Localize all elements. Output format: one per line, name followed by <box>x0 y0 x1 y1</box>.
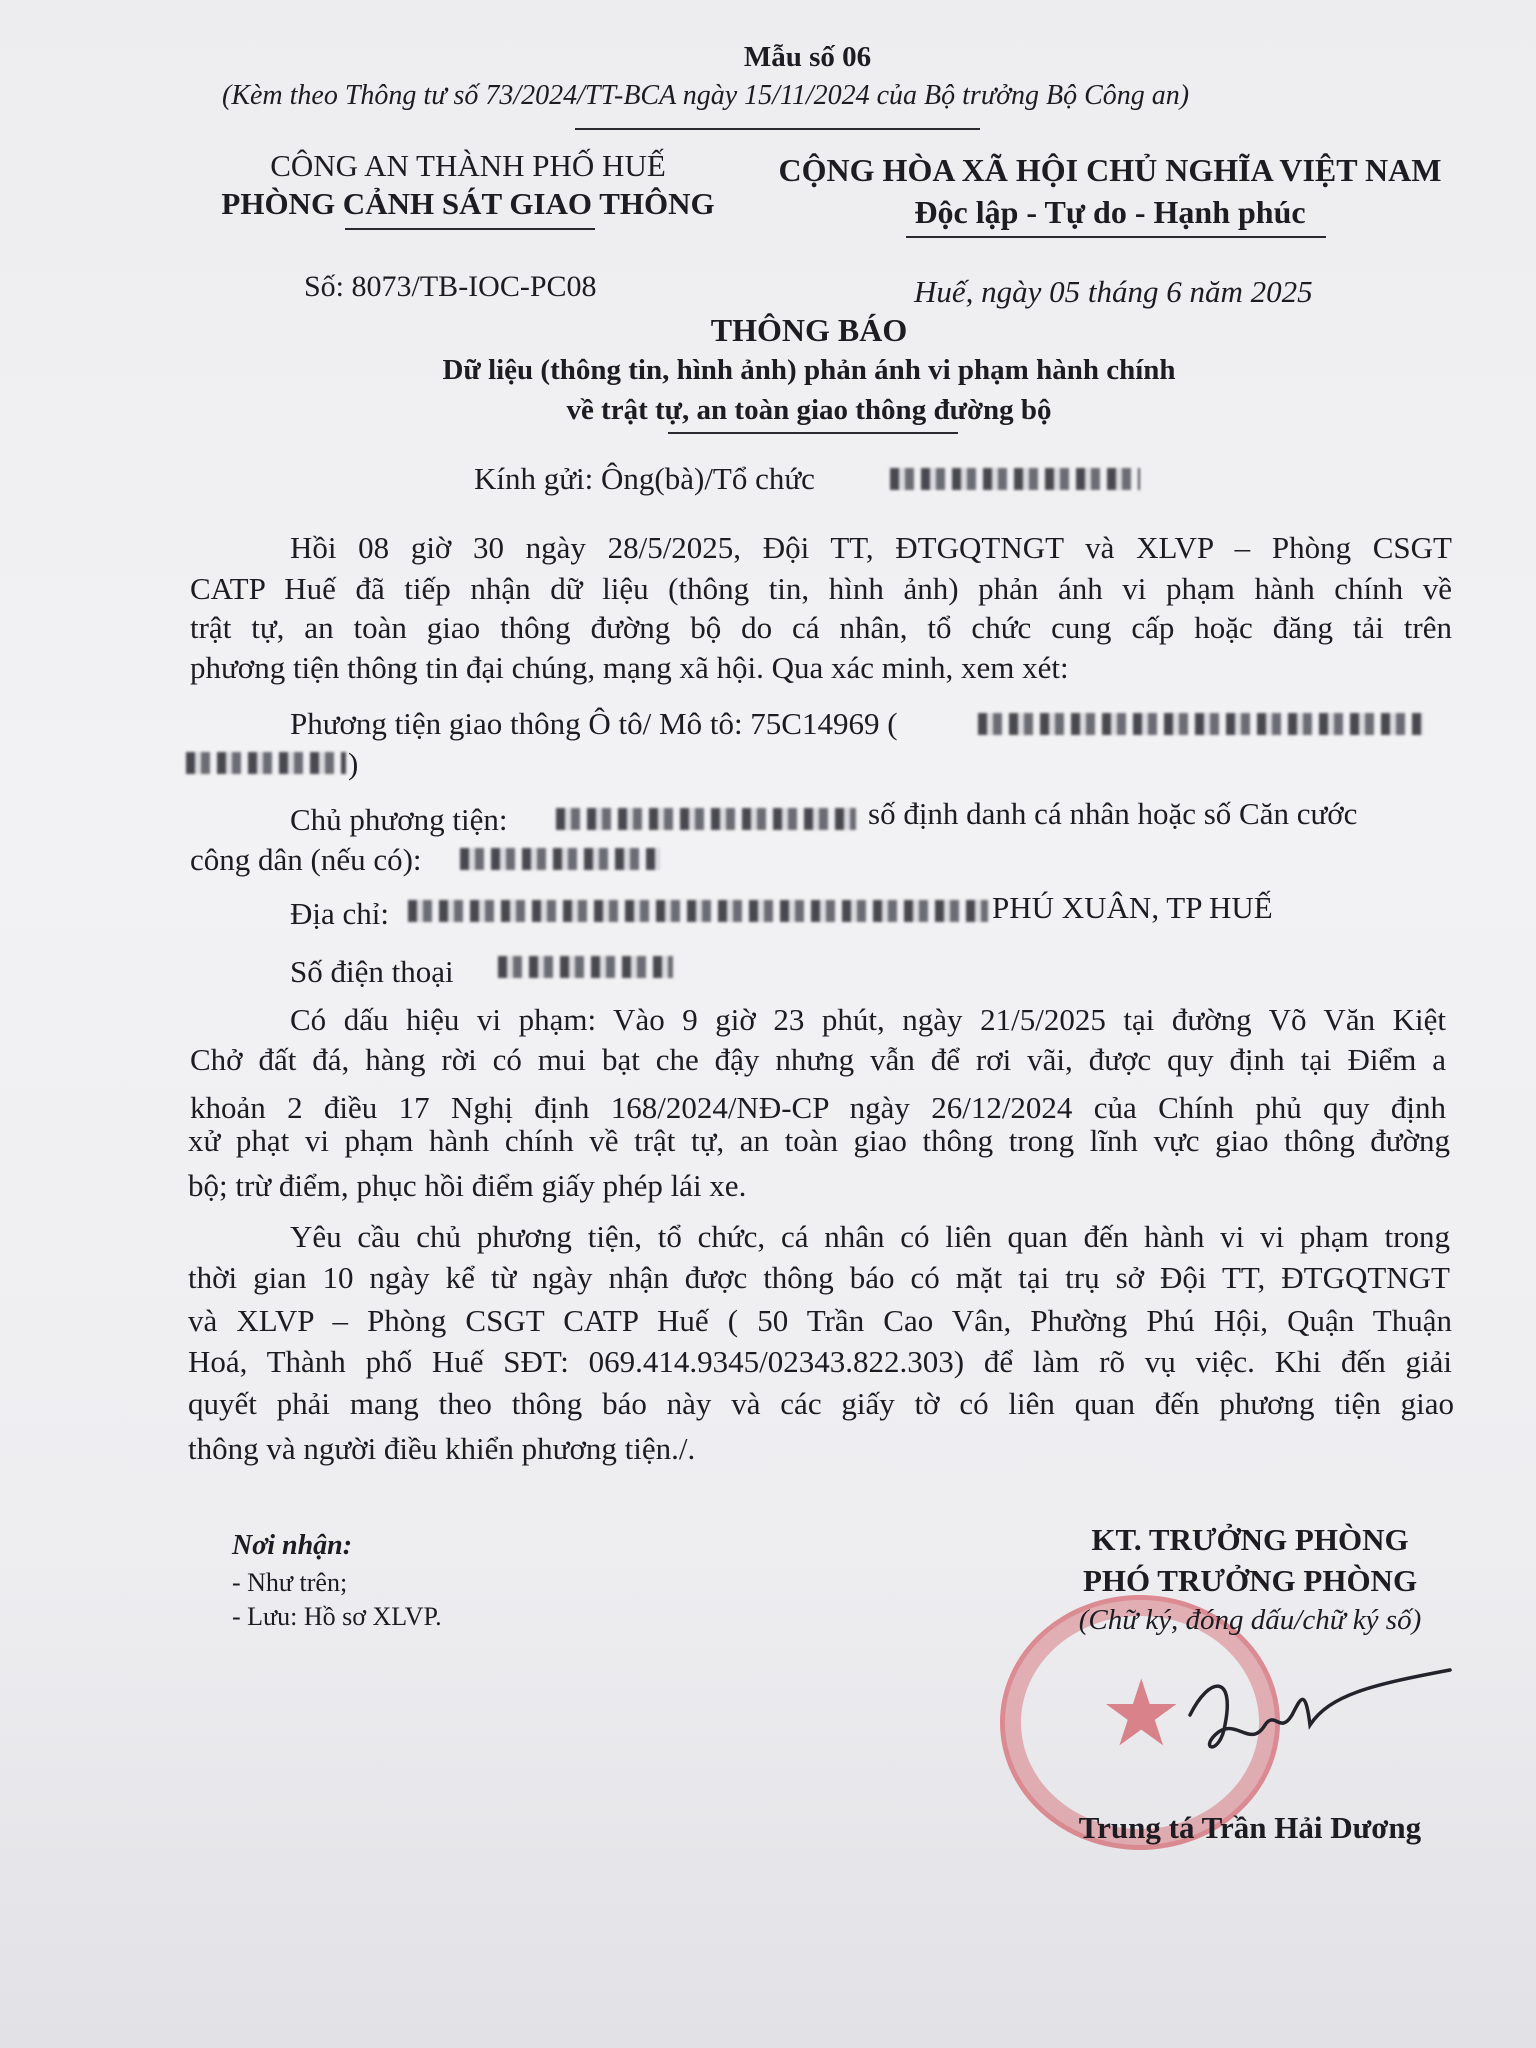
national-motto: Độc lập - Tự do - Hạnh phúc <box>914 194 1306 230</box>
paragraph-2-line-2: Chở đất đá, hàng rời có mui bạt che đậy nhưng vẫn để rơi vãi, được quy định tại Điểm a <box>190 1042 1446 1077</box>
paragraph-3-line-3: và XLVP – Phòng CSGT CATP Huế ( 50 Trần Cao Vân, Phường Phú Hội, Quận Thuận <box>188 1303 1452 1338</box>
document-subtitle-line-1: Dữ liệu (thông tin, hình ảnh) phản ánh vi phạm hành chính <box>442 354 1176 386</box>
subtitle-underline <box>668 432 958 434</box>
address-tail: PHÚ XUÂN, TP HUẾ <box>992 890 1273 925</box>
paragraph-1-line-2: CATP Huế đã tiếp nhận dữ liệu (thông tin, hình ảnh) phản ánh vi phạm hành chính về <box>190 571 1452 606</box>
agency-underline <box>345 228 595 230</box>
redacted-recipient <box>890 468 1140 490</box>
vehicle-label: Phương tiện giao thông Ô tô/ Mô tô: 75C14969 ( <box>290 706 898 741</box>
paragraph-3-line-5: quyết phải mang theo thông báo này và các giấy tờ có liên quan đến phương tiện giao <box>188 1386 1454 1421</box>
document-title: THÔNG BÁO <box>710 312 908 348</box>
form-number: Mẫu số 06 <box>743 41 872 73</box>
paragraph-2-line-3: khoản 2 điều 17 Nghị định 168/2024/NĐ-CP ngày 26/12/2024 của Chính phủ quy định <box>190 1090 1446 1125</box>
signer-title-1: KT. TRƯỞNG PHÒNG <box>1091 1522 1409 1557</box>
address-label: Địa chỉ: <box>290 896 389 931</box>
form-reference: (Kèm theo Thông tư số 73/2024/TT-BCA ngày 15/11/2024 của Bộ trưởng Bộ Công an) <box>222 80 1190 111</box>
motto-underline <box>906 236 1326 238</box>
signer-name: Trung tá Trần Hải Dương <box>1078 1810 1422 1845</box>
signer-title-2: PHÓ TRƯỞNG PHÒNG <box>1082 1563 1418 1598</box>
agency-name: PHÒNG CẢNH SÁT GIAO THÔNG <box>221 186 715 221</box>
redacted-vehicle-info-2 <box>186 752 346 774</box>
place-date: Huế, ngày 05 tháng 6 năm 2025 <box>914 274 1313 309</box>
paragraph-1-line-1: Hồi 08 giờ 30 ngày 28/5/2025, Đội TT, ĐTGQTNGT và XLVP – Phòng CSGT <box>290 530 1452 565</box>
owner-id-label: số định danh cá nhân hoặc số Căn cước <box>868 796 1358 831</box>
star-icon: ★ <box>1100 1663 1183 1765</box>
recipients-title: Nơi nhận: <box>232 1530 353 1561</box>
paragraph-2-line-4: xử phạt vi phạm hành chính về trật tự, an toàn giao thông trong lĩnh vực giao thông đường <box>188 1123 1450 1158</box>
redacted-vehicle-info <box>978 713 1423 735</box>
paragraph-1-line-4: phương tiện thông tin đại chúng, mạng xã hội. Qua xác minh, xem xét: <box>190 650 1069 685</box>
owner-label: Chủ phương tiện: <box>290 802 508 837</box>
document-number: Số: 8073/TB-IOC-PC08 <box>304 270 597 303</box>
redacted-owner-id <box>460 848 660 870</box>
redacted-owner-name <box>556 808 856 830</box>
paragraph-2-line-5: bộ; trừ điểm, phục hồi điểm giấy phép lái xe. <box>188 1168 747 1203</box>
redacted-phone <box>498 956 673 978</box>
redacted-address <box>408 900 988 922</box>
agency-parent: CÔNG AN THÀNH PHỐ HUẾ <box>270 148 666 183</box>
recipient-item-2: - Lưu: Hồ sơ XLVP. <box>232 1602 442 1631</box>
paragraph-1-line-3: trật tự, an toàn giao thông đường bộ do cá nhân, tổ chức cung cấp hoặc đăng tải trên <box>190 610 1452 645</box>
paragraph-3-line-2: thời gian 10 ngày kể từ ngày nhận được thông báo có mặt tại trụ sở Đội TT, ĐTGQTNGT <box>188 1260 1450 1295</box>
header-divider <box>575 128 980 130</box>
document-subtitle-line-2: về trật tự, an toàn giao thông đường bộ <box>566 394 1052 426</box>
signer-note: (Chữ ký, đóng dấu/chữ ký số) <box>1078 1604 1422 1636</box>
recipient-item-1: - Như trên; <box>232 1568 348 1597</box>
paragraph-2-line-1: Có dấu hiệu vi phạm: Vào 9 giờ 23 phút, ngày 21/5/2025 tại đường Võ Văn Kiệt <box>290 1002 1446 1037</box>
paragraph-3-line-4: Hoá, Thành phố Huế SĐT: 069.414.9345/02343.822.303) để làm rõ vụ việc. Khi đến giải <box>188 1344 1452 1379</box>
recipient-line: Kính gửi: Ông(bà)/Tổ chức <box>474 461 815 496</box>
phone-label: Số điện thoại <box>290 954 454 989</box>
signature <box>1180 1655 1460 1775</box>
paragraph-3-line-6: thông và người điều khiển phương tiện./. <box>188 1431 696 1466</box>
owner-id-label-2: công dân (nếu có): <box>190 842 422 877</box>
vehicle-close-paren: ) <box>348 746 359 781</box>
paragraph-3-line-1: Yêu cầu chủ phương tiện, tổ chức, cá nhân có liên quan đến hành vi vi phạm trong <box>290 1219 1450 1254</box>
national-title: CỘNG HÒA XÃ HỘI CHỦ NGHĨA VIỆT NAM <box>778 152 1442 188</box>
